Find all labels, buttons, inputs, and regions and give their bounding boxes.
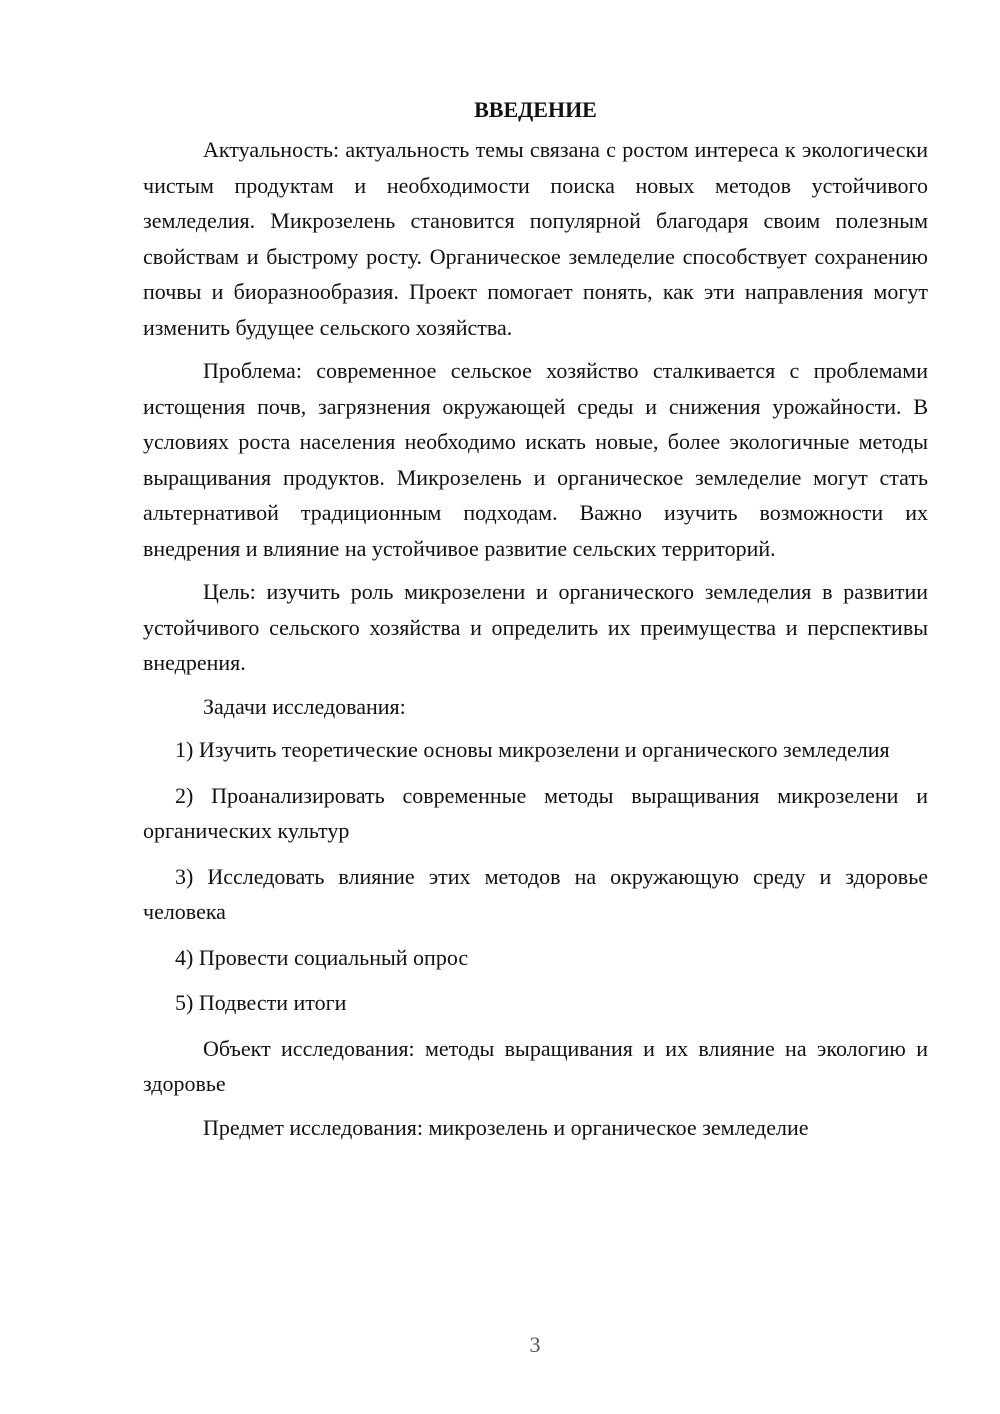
tasks-heading: Задачи исследования: <box>203 693 406 719</box>
object-paragraph: Объект исследования: методы выращивания и их влияние на экологию и здоровье <box>143 1035 928 1096</box>
page-content <box>143 92 928 1153</box>
page-number: 3 <box>529 1332 541 1357</box>
task-item-3: 3) Исследовать влияние этих методов на окружающую среду и здоровье человека <box>143 863 928 924</box>
relevance-paragraph: Актуальность: актуальность темы связана с ростом интереса к экологически чистым продуктам и необходимости поиска новых методов устойчивого земледелия. Микрозелень становится популярной благодаря своим полезным свойствам и быстрому росту. Органическое земледелие способствует сохранению почвы и биоразнообразия. Проект помогает понять, как эти направления могут изменить будущее сельского хозяйства. <box>143 137 928 340</box>
task-item-4: 4) Провести социальный опрос <box>175 944 469 970</box>
task-item-5: 5) Подвести итоги <box>175 990 347 1015</box>
task-item-2: 2) Проанализировать современные методы выращивания микрозелени и органических культур <box>143 782 928 843</box>
task-item-1: 1) Изучить теоретические основы микрозелени и органического земледелия <box>175 737 890 762</box>
subject-paragraph: Предмет исследования: микрозелень и органическое земледелие <box>203 1114 809 1140</box>
problem-paragraph: Проблема: современное сельское хозяйство сталкивается с проблемами истощения почв, загрязнения окружающей среды и снижения урожайности. В условиях роста населения необходимо искать новые, более экологичные методы выращивания продуктов. Микрозелень и органическое земледелие могут стать альтернативой традиционным подходам. Важно изучить возможности их внедрения и влияние на устойчивое развитие сельских территорий. <box>143 358 928 561</box>
page-title: ВВЕДЕНИЕ <box>474 97 597 122</box>
goal-paragraph: Цель: изучить роль микрозелени и органического земледелия в развитии устойчивого сельского хозяйства и определить их преимущества и перспективы внедрения. <box>143 579 928 675</box>
